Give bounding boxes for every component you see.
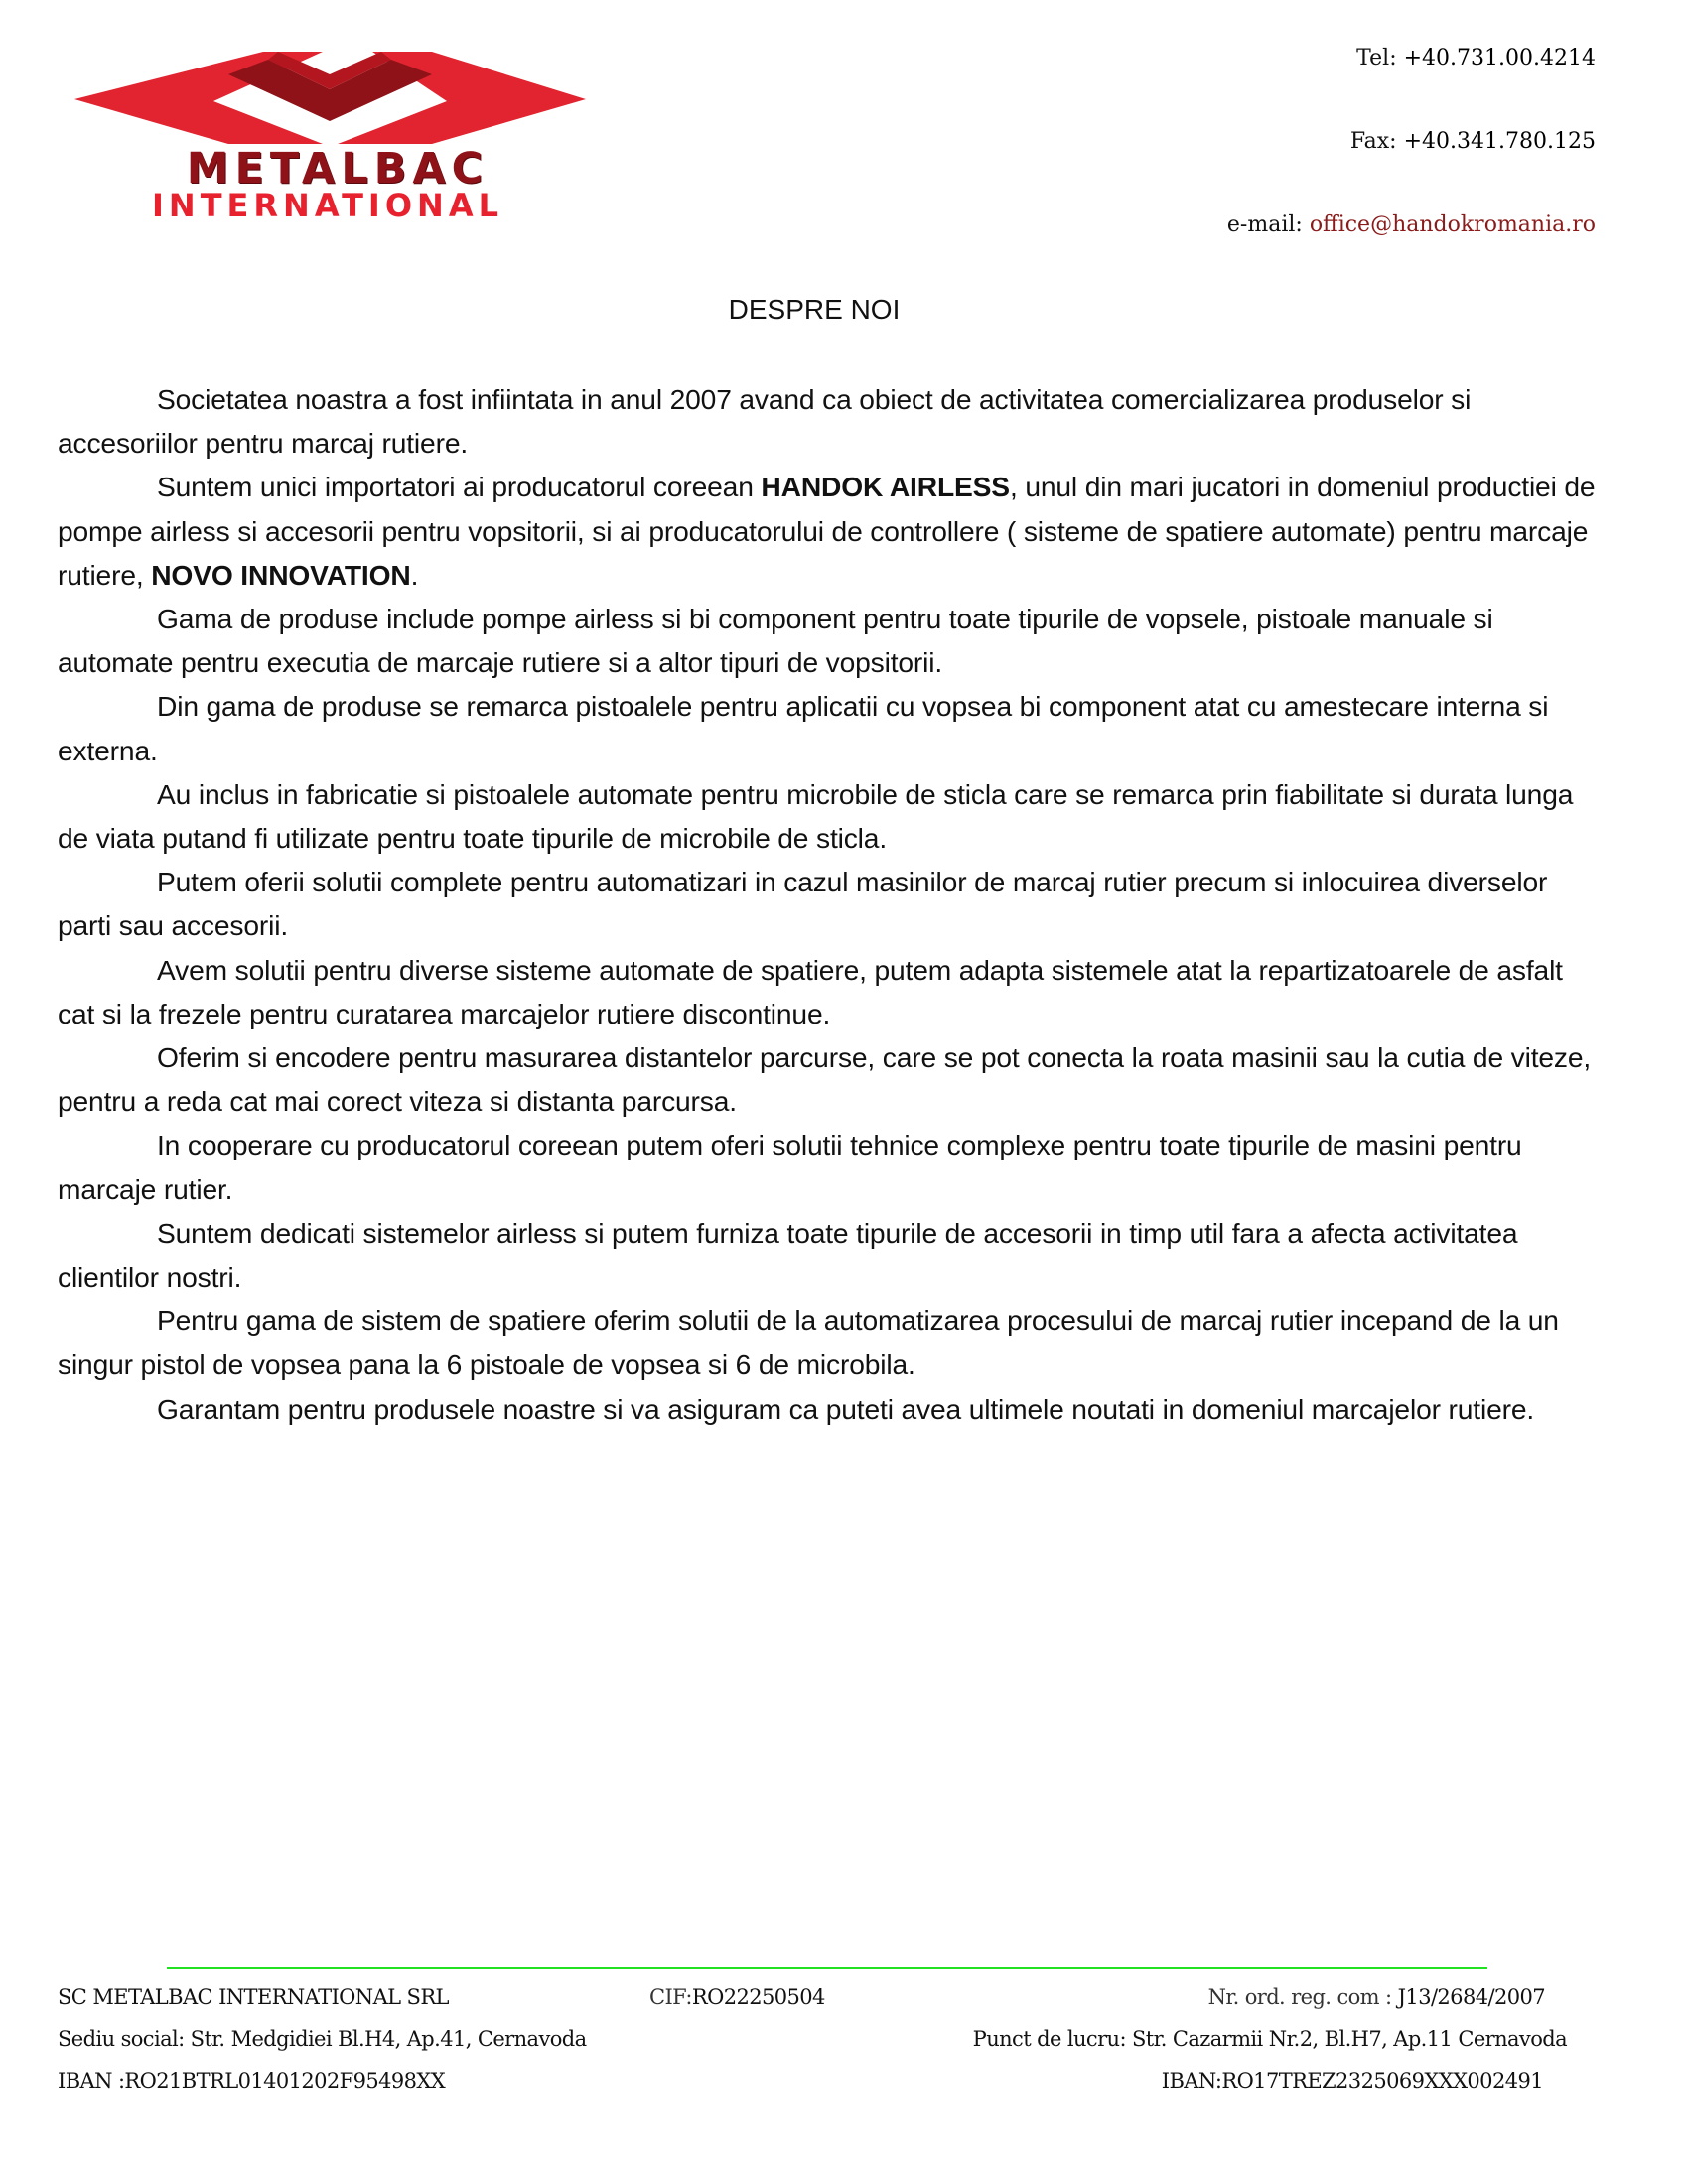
work-point: Punct de lucru: Str. Cazarmii Nr.2, Bl.H7, Ap.11 Cernavoda: [972, 2027, 1567, 2051]
fax-label: Fax:: [1349, 129, 1397, 154]
phone-number[interactable]: +40.731.00.4214: [1403, 46, 1596, 70]
phone-line: [1227, 45, 1596, 128]
paragraph: Putem oferii solutii complete pentru automatizari in cazul masinilor de marcaj rutier precum si inlocuirea diverselor parti sau accesorii.: [58, 866, 1548, 942]
company-logo: [70, 50, 586, 228]
brand-handok-airless: HANDOK AIRLESS: [761, 471, 1010, 503]
email-line: [1227, 211, 1596, 295]
iban-value: RO21BTRL01401202F95498XX: [124, 2069, 446, 2093]
paragraph: Gama de produse include pompe airless si bi component pentru toate tipurile de vopsele, pistoale manuale si automate pentru executia de marcaje rutiere si a altor tipuri de vopsitorii.: [58, 603, 1493, 679]
contact-block: [1227, 45, 1596, 295]
iban-value: RO17TREZ2325069XXX002491: [1221, 2069, 1543, 2093]
paragraph-importers: [58, 465, 1597, 597]
reg-label: Nr. ord. reg. com :: [1207, 1985, 1392, 2009]
footer-row-company: [58, 1985, 1567, 2027]
email-link[interactable]: office@handokromania.ro: [1309, 212, 1596, 237]
logo-text-metalbac: METALBAC: [186, 144, 490, 194]
paragraph-text: Suntem unici importatori ai producatorul coreean: [157, 471, 762, 503]
paragraph-text: , unul din mari jucatori in domeniul productiei de pompe airless si accesorii pentru vopsitorii, si ai producatorului de controllere ( sisteme de spatiere automate) pentru marcaje rutiere,: [58, 471, 1596, 591]
logo-text-international: INTERNATIONAL: [152, 187, 503, 224]
iban-primary: [58, 2069, 445, 2093]
footer-row-address: [58, 2027, 1567, 2069]
paragraph: Din gama de produse se remarca pistoalele pentru aplicatii cu vopsea bi component atat cu amestecare interna si externa.: [58, 690, 1549, 766]
page-title: DESPRE NOI: [728, 294, 901, 325]
fax-line: [1227, 128, 1596, 211]
paragraph: Suntem dedicati sistemelor airless si putem furniza toate tipurile de accesorii in timp util fara a afecta activitatea clientilor nostri.: [58, 1216, 1518, 1294]
paragraph: Societatea noastra a fost infiintata in anul 2007 avand ca obiect de activitatea comercializarea produselor si accesoriilor pentru marcaj rutiere.: [58, 383, 1472, 460]
paragraph: In cooperare cu producatorul coreean putem oferi solutii tehnice complexe pentru toate tipurile de masini pentru marcaje rutier.: [58, 1129, 1522, 1205]
brand-novo-innovation: NOVO INNOVATION: [151, 558, 411, 591]
footer: [58, 1985, 1567, 2111]
paragraph-text: .: [410, 558, 419, 591]
logo-emblem-icon: [70, 50, 586, 149]
paragraph: Avem solutii pentru diverse sisteme automate de spatiere, putem adapta sistemele atat la repartizatoarele de asfalt cat si la frezele pentru curatarea marcajelor rutiere discontinue.: [58, 953, 1563, 1029]
cif: [649, 1985, 825, 2009]
footer-row-iban: [58, 2069, 1567, 2111]
company-name: SC METALBAC INTERNATIONAL SRL: [58, 1985, 449, 2009]
registered-office: Sediu social: Str. Medgidiei Bl.H4, Ap.41, Cernavoda: [58, 2027, 587, 2051]
iban-label: IBAN :: [58, 2069, 125, 2093]
cif-value: RO22250504: [691, 1985, 825, 2009]
email-label: e-mail:: [1226, 212, 1303, 237]
phone-label: Tel:: [1356, 46, 1397, 70]
paragraph: Au inclus in fabricatie si pistoalele automate pentru microbile de sticla care se remarca prin fiabilitate si durata lunga de viata putand fi utilizate pentru toate tipurile de microbile de sticla.: [58, 777, 1574, 855]
cif-label: CIF:: [649, 1985, 692, 2009]
footer-divider: [167, 1967, 1487, 1969]
paragraph: Pentru gama de sistem de spatiere oferim solutii de la automatizarea procesului de marcaj rutier incepand de la un singur pistol de vopsea pana la 6 pistoale de vopsea si 6 de microbila.: [58, 1304, 1559, 1381]
fax-number: +40.341.780.125: [1403, 129, 1596, 154]
paragraph: Oferim si encodere pentru masurarea distantelor parcurse, care se pot conecta la roata masinii sau la cutia de viteze, pentru a reda cat mai corect viteza si distanta parcursa.: [58, 1041, 1592, 1118]
document-body: [58, 377, 1597, 1431]
reg-value: J13/2684/2007: [1397, 1985, 1545, 2009]
paragraph: Garantam pentru produsele noastre si va asiguram ca puteti avea ultimele noutati in domeniul marcajelor rutiere.: [157, 1392, 1535, 1425]
registration-number: [1208, 1985, 1545, 2009]
iban-label: IBAN:: [1161, 2069, 1222, 2093]
iban-treasury: [1162, 2069, 1543, 2093]
